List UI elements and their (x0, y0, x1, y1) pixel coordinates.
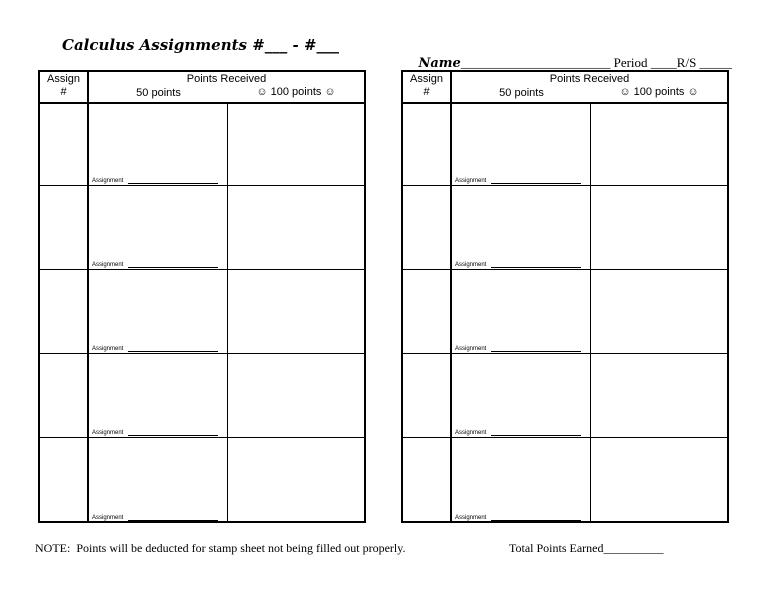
assignment-blank-line[interactable] (128, 182, 218, 184)
assign-number-cell[interactable] (403, 102, 452, 185)
hundred-points-cell[interactable] (591, 186, 727, 269)
assign-number-header-label: Assign # (409, 73, 444, 98)
assignment-blank-line[interactable] (491, 519, 581, 521)
assign-number-cell[interactable] (40, 438, 89, 522)
hundred-points-cell[interactable] (591, 438, 727, 522)
table-body (403, 102, 727, 521)
assignment-label: Assignment (455, 430, 487, 436)
hundred-points-cell[interactable] (228, 354, 364, 437)
assign-number-header (40, 72, 89, 102)
assignment-label: Assignment (455, 178, 487, 184)
table-body (40, 102, 364, 521)
points-received-label: Points Received (186, 73, 267, 85)
fifty-points-cell[interactable] (89, 270, 228, 353)
stamp-sheet-right (401, 70, 729, 523)
assign-number-cell[interactable] (403, 270, 452, 353)
assign-number-header-label: Assign # (46, 73, 81, 98)
assignment-blank-line[interactable] (128, 266, 218, 268)
hundred-points-cell[interactable] (228, 270, 364, 353)
hundred-points-label: ☺ 100 points ☺ (619, 86, 699, 98)
assign-number-cell[interactable] (40, 354, 89, 437)
assignment-blank-line[interactable] (491, 350, 581, 352)
assign-number-cell[interactable] (40, 186, 89, 269)
assignment-label: Assignment (92, 262, 124, 268)
fifty-points-label: 50 points (499, 87, 544, 99)
assignment-blank-line[interactable] (491, 434, 581, 436)
table-header (40, 72, 364, 104)
table-row (403, 354, 727, 438)
page-title: Calculus Assignments #___ - #___ (62, 36, 340, 54)
deduction-note: NOTE: Points will be deducted for stamp sheet not being filled out properly. (35, 541, 406, 555)
points-received-label: Points Received (549, 73, 630, 85)
hundred-points-cell[interactable] (228, 186, 364, 269)
points-received-header (452, 72, 727, 102)
table-row (403, 270, 727, 354)
total-points-field[interactable]: Total Points Earned__________ (509, 541, 664, 555)
table-row (403, 186, 727, 270)
assignment-label: Assignment (455, 515, 487, 521)
fifty-points-cell[interactable] (452, 438, 591, 522)
stamp-sheet-left (38, 70, 366, 523)
table-row (40, 438, 364, 522)
fifty-points-cell[interactable] (89, 354, 228, 437)
hundred-points-label: ☺ 100 points ☺ (256, 86, 336, 98)
table-row (40, 270, 364, 354)
fifty-points-cell[interactable] (452, 186, 591, 269)
table-row (40, 354, 364, 438)
table-row (40, 186, 364, 270)
fifty-points-label: 50 points (136, 87, 181, 99)
assignment-label: Assignment (455, 262, 487, 268)
assignment-label: Assignment (92, 346, 124, 352)
fifty-points-cell[interactable] (452, 354, 591, 437)
assign-number-header (403, 72, 452, 102)
assignment-blank-line[interactable] (128, 519, 218, 521)
assignment-label: Assignment (92, 178, 124, 184)
assignment-label: Assignment (92, 430, 124, 436)
name-period-rs-fields[interactable]: _______________________ Period ____R/S _____ (460, 55, 733, 70)
fifty-points-cell[interactable] (89, 102, 228, 185)
hundred-points-cell[interactable] (591, 354, 727, 437)
name-label: Name (418, 56, 461, 71)
table-header (403, 72, 727, 104)
assign-number-cell[interactable] (40, 102, 89, 185)
table-row (40, 102, 364, 186)
assign-number-cell[interactable] (40, 270, 89, 353)
hundred-points-cell[interactable] (591, 270, 727, 353)
hundred-points-cell[interactable] (228, 102, 364, 185)
assign-number-cell[interactable] (403, 186, 452, 269)
assignment-label: Assignment (455, 346, 487, 352)
assignment-blank-line[interactable] (128, 350, 218, 352)
fifty-points-cell[interactable] (452, 270, 591, 353)
hundred-points-cell[interactable] (591, 102, 727, 185)
fifty-points-cell[interactable] (89, 438, 228, 522)
student-info-line[interactable] (412, 39, 732, 71)
table-row (403, 102, 727, 186)
assignment-label: Assignment (92, 515, 124, 521)
assignment-blank-line[interactable] (491, 182, 581, 184)
points-received-header (89, 72, 364, 102)
fifty-points-cell[interactable] (89, 186, 228, 269)
table-row (403, 438, 727, 522)
assignment-blank-line[interactable] (491, 266, 581, 268)
assign-number-cell[interactable] (403, 438, 452, 522)
assign-number-cell[interactable] (403, 354, 452, 437)
hundred-points-cell[interactable] (228, 438, 364, 522)
assignment-blank-line[interactable] (128, 434, 218, 436)
fifty-points-cell[interactable] (452, 102, 591, 185)
